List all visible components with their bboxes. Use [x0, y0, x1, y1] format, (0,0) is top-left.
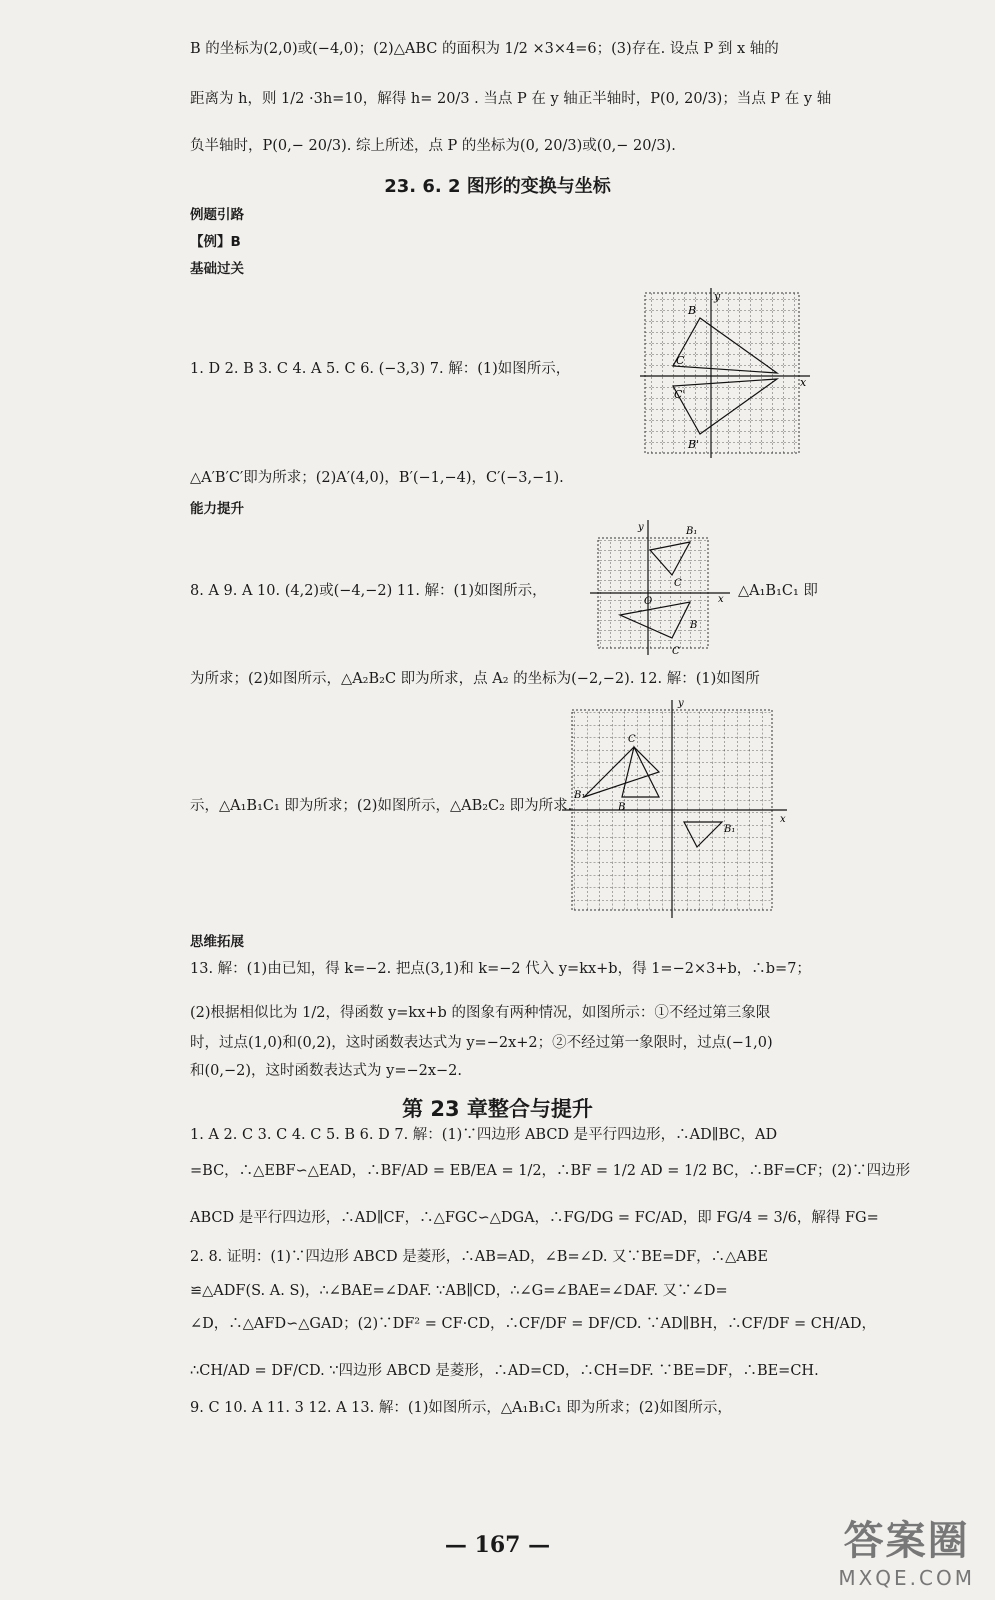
svg-text:C: C: [676, 354, 685, 367]
text-line: =BC，∴△EBF∽△EAD，∴BF/AD = EB/EA = 1/2，∴BF = 1/2 AD = 1/2 BC，∴BF=CF；(2)∵四边形: [190, 1163, 911, 1179]
svg-text:x: x: [718, 594, 724, 605]
svg-text:O: O: [644, 596, 653, 607]
page-number: — 167 —: [444, 1532, 551, 1558]
heading-basic: 基础过关: [190, 261, 244, 277]
answer-line: 1. D 2. B 3. C 4. A 5. C 6. (−3,3) 7. 解：(1)如图所示，: [190, 361, 571, 377]
coordinate-figure-3: [562, 700, 794, 922]
heading-ability: 能力提升: [190, 501, 244, 517]
text-line: ≌△ADF(S. A. S)，∴∠BAE=∠DAF. ∵AB∥CD，∴∠G=∠BAE=∠DAF. 又∵∠D=: [190, 1283, 728, 1299]
section-title: 23. 6. 2 图形的变换与坐标: [384, 176, 611, 197]
watermark: [838, 1509, 975, 1590]
coordinate-figure-1: [640, 288, 812, 460]
svg-text:C: C: [628, 734, 636, 745]
example-answer: 【例】B: [190, 234, 241, 250]
watermark-url: MXQE.COM: [838, 1566, 975, 1590]
answer-line: 示，△A₁B₁C₁ 即为所求；(2)如图所示，△AB₂C₂ 即为所求.: [190, 798, 573, 814]
svg-text:y: y: [678, 700, 684, 709]
svg-text:B: B: [690, 620, 698, 631]
text-line: ∠D，∴△AFD∽△GAD；(2)∵DF² = CF·CD，∴CF/DF = DF/CD. ∵AD∥BH，∴CF/DF = CH/AD，: [190, 1316, 876, 1332]
text-line: 时，过点(1,0)和(0,2)，这时函数表达式为 y=−2x+2；②不经过第一象限时，过点(−1,0): [190, 1035, 773, 1051]
text-line: 和(0,−2)，这时函数表达式为 y=−2x−2.: [190, 1063, 463, 1079]
watermark-text: 答案圈: [843, 1518, 970, 1564]
heading-example: 例题引路: [190, 207, 244, 223]
answer-line: △A′B′C′即为所求；(2)A′(4,0)，B′(−1,−4)，C′(−3,−1).: [190, 470, 564, 486]
text-line: 13. 解：(1)由已知，得 k=−2. 把点(3,1)和 k=−2 代入 y=kx+b，得 1=−2×3+b，∴b=7；: [190, 961, 811, 977]
svg-text:C': C': [674, 388, 686, 401]
svg-text:B₁: B₁: [686, 526, 698, 537]
answer-line: △A₁B₁C₁ 即: [738, 583, 818, 599]
text-line: 距离为 h，则 1/2 ·3h=10，解得 h= 20/3 . 当点 P 在 y 轴正半轴时，P(0, 20/3)；当点 P 在 y 轴: [190, 91, 832, 107]
text-line: 负半轴时，P(0,− 20/3). 综上所述，点 P 的坐标为(0, 20/3)或(0,− 20/3).: [190, 138, 676, 154]
svg-text:C: C: [674, 578, 682, 589]
svg-text:B₁: B₁: [574, 790, 586, 801]
text-line: ∴CH/AD = DF/CD. ∵四边形 ABCD 是菱形，∴AD=CD，∴CH=DF. ∵BE=DF，∴BE=CH.: [190, 1363, 819, 1379]
svg-text:B: B: [688, 304, 697, 317]
text-line: ABCD 是平行四边形，∴AD∥CF，∴△FGC∽△DGA，∴FG/DG = FC/AD，即 FG/4 = 3/6，解得 FG=: [190, 1210, 879, 1226]
text-line: B 的坐标为(2,0)或(−4,0)；(2)△ABC 的面积为 1/2 ×3×4=6；(3)存在. 设点 P 到 x 轴的: [190, 41, 779, 57]
answer-line: 为所求；(2)如图所示，△A₂B₂C 即为所求，点 A₂ 的坐标为(−2,−2). 12. 解：(1)如图所: [190, 671, 760, 687]
svg-text:x: x: [780, 814, 786, 825]
svg-text:B: B: [618, 802, 626, 813]
svg-text:x: x: [800, 376, 807, 389]
svg-text:B': B': [688, 438, 700, 451]
text-line: 1. A 2. C 3. C 4. C 5. B 6. D 7. 解：(1)∵四边形 ABCD 是平行四边形，∴AD∥BC，AD: [190, 1127, 778, 1143]
text-line: 2. 8. 证明：(1)∵四边形 ABCD 是菱形，∴AB=AD，∠B=∠D. 又∵BE=DF，∴△ABE: [190, 1249, 769, 1265]
answer-line: 8. A 9. A 10. (4,2)或(−4,−2) 11. 解：(1)如图所示，: [190, 583, 547, 599]
svg-text:y: y: [714, 290, 721, 303]
text-line: 9. C 10. A 11. 3 12. A 13. 解：(1)如图所示，△A₁B₁C₁ 即为所求；(2)如图所示，: [190, 1400, 732, 1416]
heading-thinking: 思维拓展: [190, 934, 244, 950]
coordinate-figure-2: [590, 520, 735, 660]
svg-text:C: C: [672, 646, 680, 657]
svg-text:y: y: [638, 522, 644, 533]
text-line: (2)根据相似比为 1/2，得函数 y=kx+b 的图象有两种情况，如图所示：①不经过第三象限: [190, 1005, 771, 1021]
svg-text:B₁: B₁: [724, 824, 736, 835]
chapter-title: 第 23 章整合与提升: [402, 1097, 593, 1121]
